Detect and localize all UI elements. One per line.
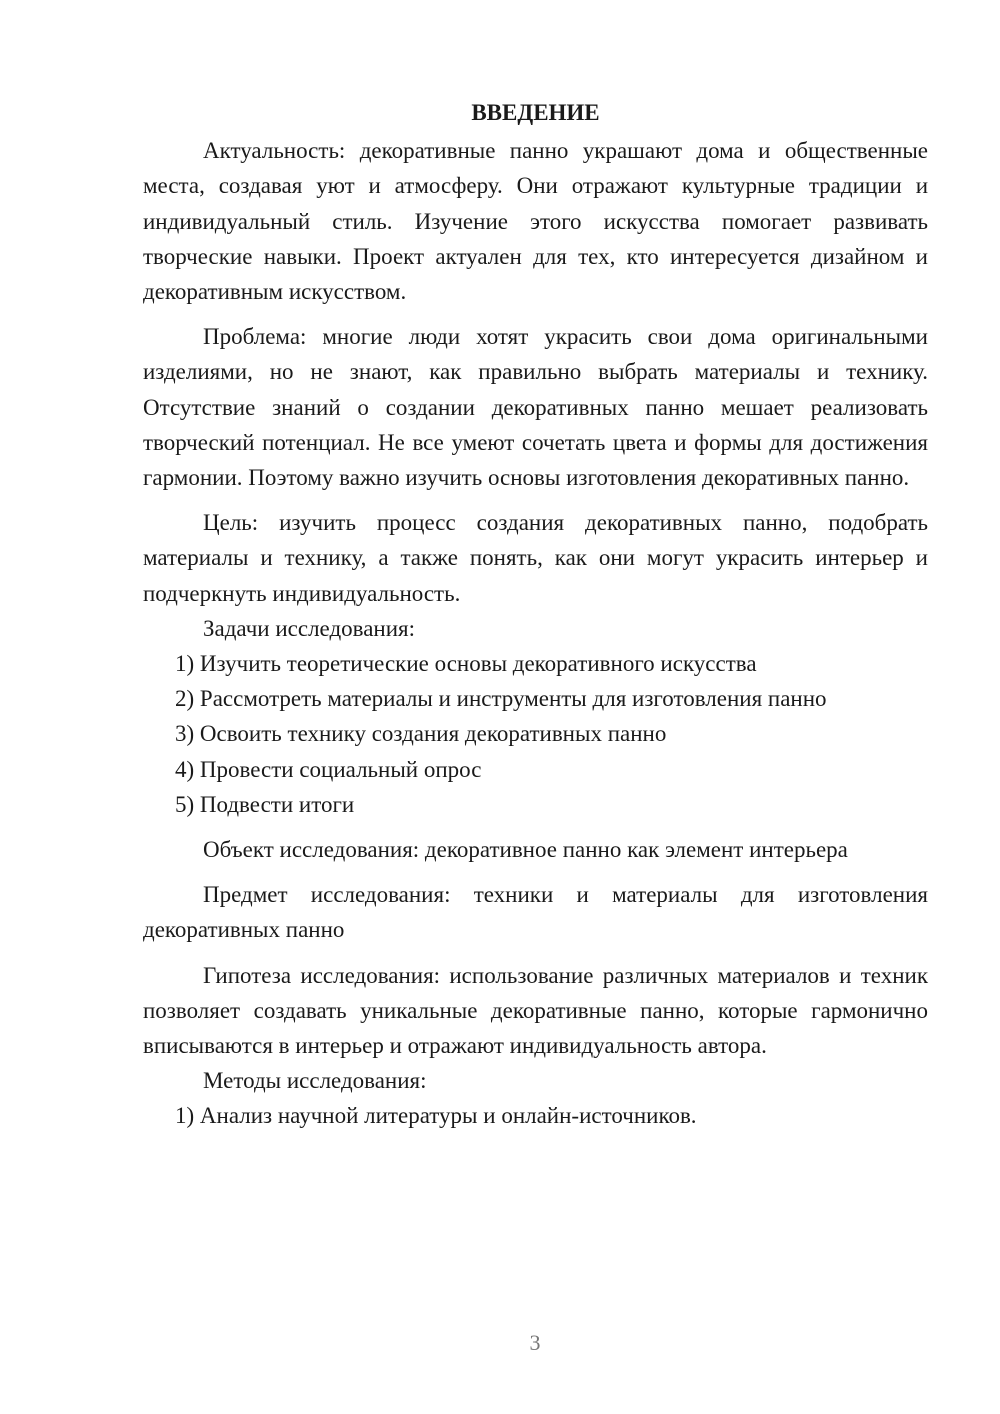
task-item: 1) Изучить теоретические основы декоративного искусства [175,651,757,677]
object-paragraph: Объект исследования: декоративное панно как элемент интерьера [203,837,848,863]
task-item: 3) Освоить технику создания декоративных панно [175,721,667,747]
relevance-paragraph: Актуальность: декоративные панно украшают дома и общественные места, создавая уют и атмосферу. Они отражают культурные традиции и индивидуальный стиль. Изучение этого искусства помогает развивать творческие навыки. Проект актуален для тех, кто интересуется дизайном и декоративным искусством. [143,138,928,305]
method-item: 1) Анализ научной литературы и онлайн-источников. [175,1103,697,1129]
task-item: 5) Подвести итоги [175,791,355,817]
methods-label: Методы исследования: [203,1068,427,1094]
problem-paragraph: Проблема: многие люди хотят украсить свои дома оригинальными изделиями, но не знают, как правильно выбрать материалы и технику. Отсутствие знаний о создании декоративных панно мешает реализовать творческий потенциал. Не все умеют сочетать цвета и формы для достижения гармонии. Поэтому важно изучить основы изготовления декоративных панно. [143,324,928,491]
page-number: 3 [529,1330,541,1355]
task-item: 4) Провести социальный опрос [175,756,482,782]
subject-paragraph: Предмет исследования: техники и материалы для изготовления декоративных панно [143,882,928,943]
hypothesis-paragraph: Гипотеза исследования: использование различных материалов и техник позволяет создавать уникальные декоративные панно, которые гармонично вписываются в интерьер и отражают индивидуальность автора. [143,962,928,1059]
tasks-label: Задачи исследования: [203,615,416,641]
task-item: 2) Рассмотреть материалы и инструменты для изготовления панно [175,686,827,712]
document-page [143,95,928,1134]
goal-paragraph: Цель: изучить процесс создания декоративных панно, подобрать материалы и технику, а также понять, как они могут украсить интерьер и подчеркнуть индивидуальность. [143,510,928,606]
page-title: ВВЕДЕНИЕ [471,100,600,125]
